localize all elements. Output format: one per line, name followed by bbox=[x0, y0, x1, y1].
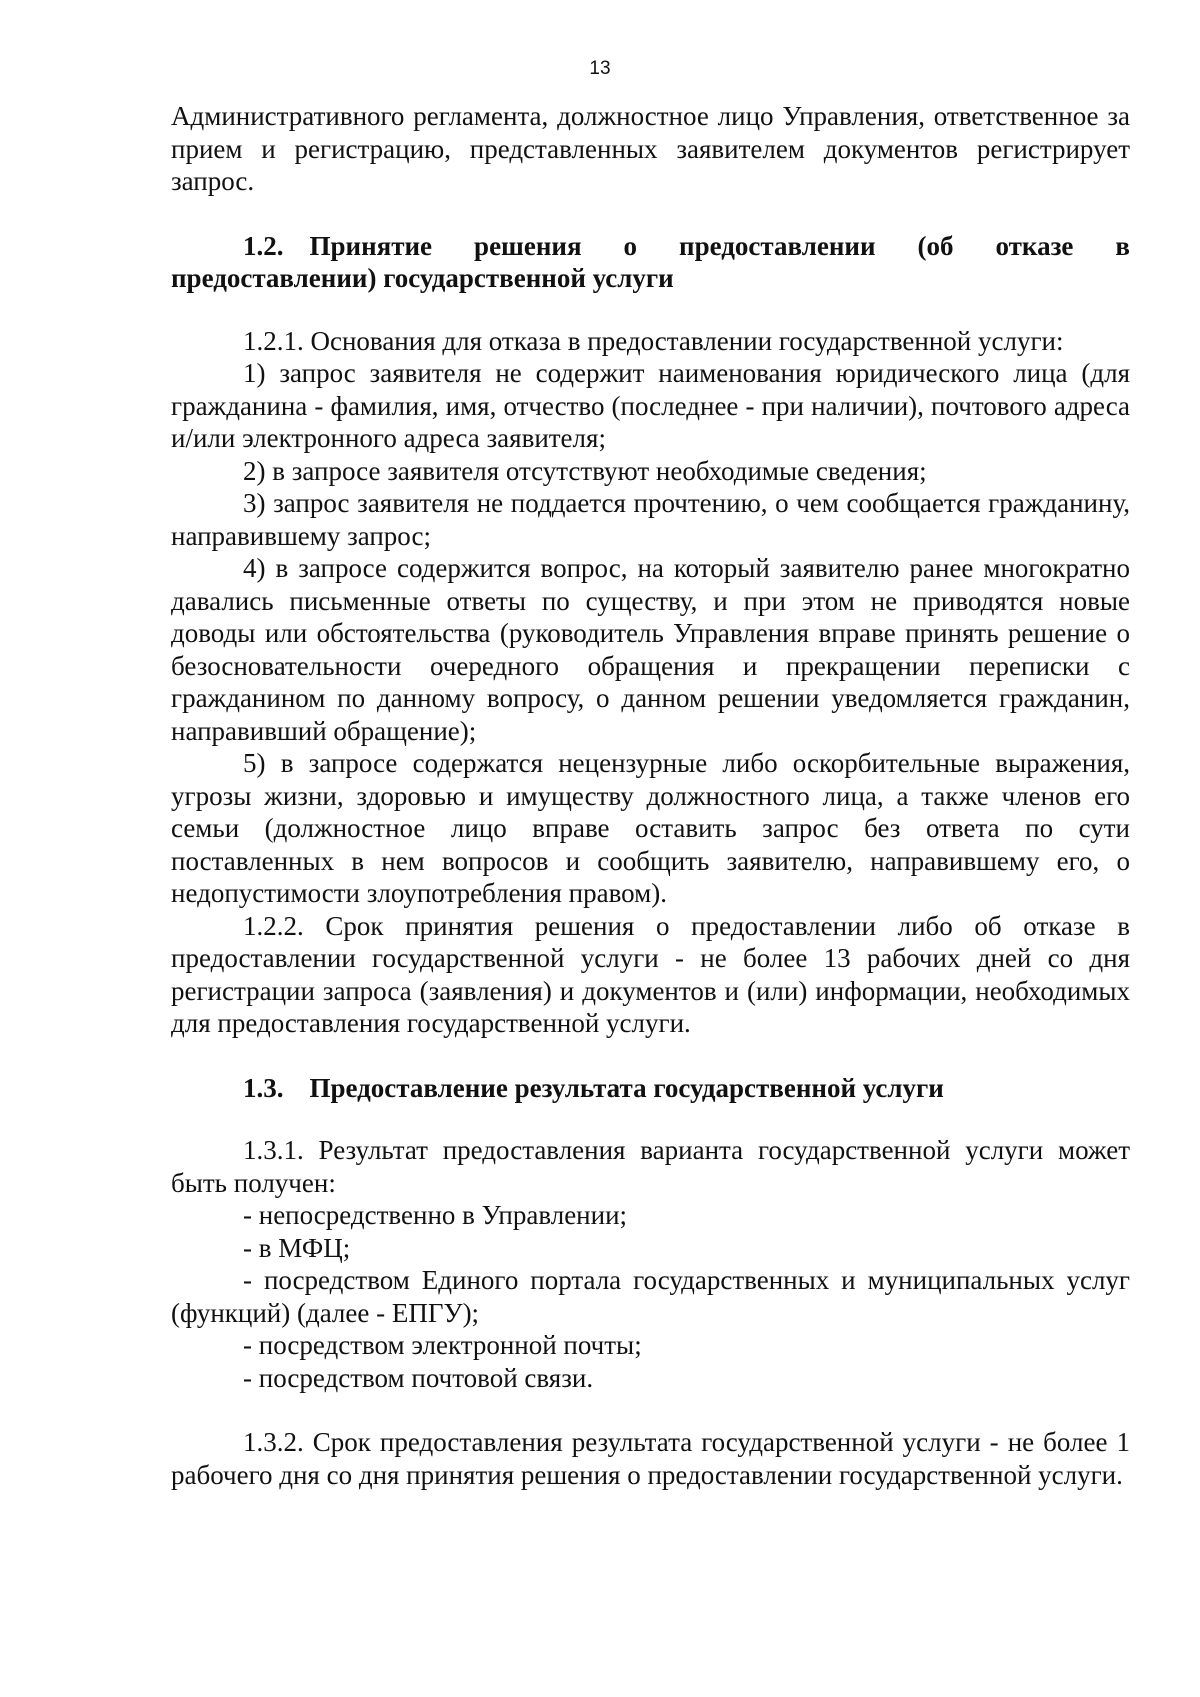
section-number-1-3: 1.3. bbox=[243, 1072, 284, 1103]
ground-item-4: 4) в запросе содержится вопрос, на который заявителю ранее многократно давались письменные ответы по существу, и при этом не приводятся новые доводы или обстоятельства (руководитель Управления вправе принять решение о безосновательности очередного обращения и прекращении переписки с гражданином по данному вопросу, о данном решении уведомляется гражданин, направивший обращение); bbox=[171, 553, 1130, 746]
section-number-1-2: 1.2. bbox=[243, 230, 284, 261]
paragraph-1-2-1: 1.2.1. Основания для отказа в предоставлении государственной услуги: bbox=[243, 325, 1064, 356]
section-heading-1-2 bbox=[171, 230, 1130, 295]
page-number: 13 bbox=[589, 58, 611, 79]
paragraph-1-3-1: 1.3.1. Результат предоставления варианта государственной услуги может быть получен: bbox=[171, 1135, 1130, 1198]
ground-item-3: 3) запрос заявителя не поддается прочтению, о чем сообщается гражданину, направившему запрос; bbox=[171, 488, 1130, 551]
section-title-1-3: Предоставление результата государственной услуги bbox=[309, 1072, 944, 1103]
way-item-3: - посредством Единого портала государственных и муниципальных услуг (функций) (далее - ЕПГУ); bbox=[171, 1265, 1130, 1328]
paragraph-1-2-2: 1.2.2. Срок принятия решения о предоставлении либо об отказе в предоставлении государственной услуги - не более 13 рабочих дней со дня регистрации запроса (заявления) и документов и (или) информации, необходимых для предоставления государственной услуги. bbox=[171, 910, 1130, 1038]
section-title-1-2: Принятие решения о предоставлении (об отказе в предоставлении) государственной услуги bbox=[171, 230, 1130, 293]
way-item-1: - непосредственно в Управлении; bbox=[243, 1200, 628, 1230]
paragraph-1-3-2: 1.3.2. Срок предоставления результата государственной услуги - не более 1 рабочего дня со дня принятия решения о предоставлении государственной услуги. bbox=[171, 1427, 1130, 1490]
intro-paragraph: Административного регламента, должностное лицо Управления, ответственное за прием и регистрацию, представленных заявителем документов регистрирует запрос. bbox=[171, 101, 1130, 196]
way-item-4: - посредством электронной почты; bbox=[243, 1330, 642, 1360]
ground-item-5: 5) в запросе содержатся нецензурные либо оскорбительные выражения, угрозы жизни, здоровью и имуществу должностного лица, а также членов его семьи (должностное лицо вправе оставить запрос без ответа по сути поставленных в нем вопросов и сообщить заявителю, направившему его, о недопустимости злоупотребления правом). bbox=[171, 748, 1130, 908]
way-item-5: - посредством почтовой связи. bbox=[243, 1362, 594, 1393]
way-item-2: - в МФЦ; bbox=[243, 1232, 351, 1263]
section-heading-1-3 bbox=[171, 1072, 1130, 1105]
document-body bbox=[171, 100, 1130, 1491]
ground-item-2: 2) в запросе заявителя отсутствуют необходимые сведения; bbox=[243, 455, 927, 486]
ground-item-1: 1) запрос заявителя не содержит наименования юридического лица (для гражданина - фамилия, имя, отчество (последнее - при наличии), почтового адреса и/или электронного адреса заявителя; bbox=[171, 358, 1130, 453]
